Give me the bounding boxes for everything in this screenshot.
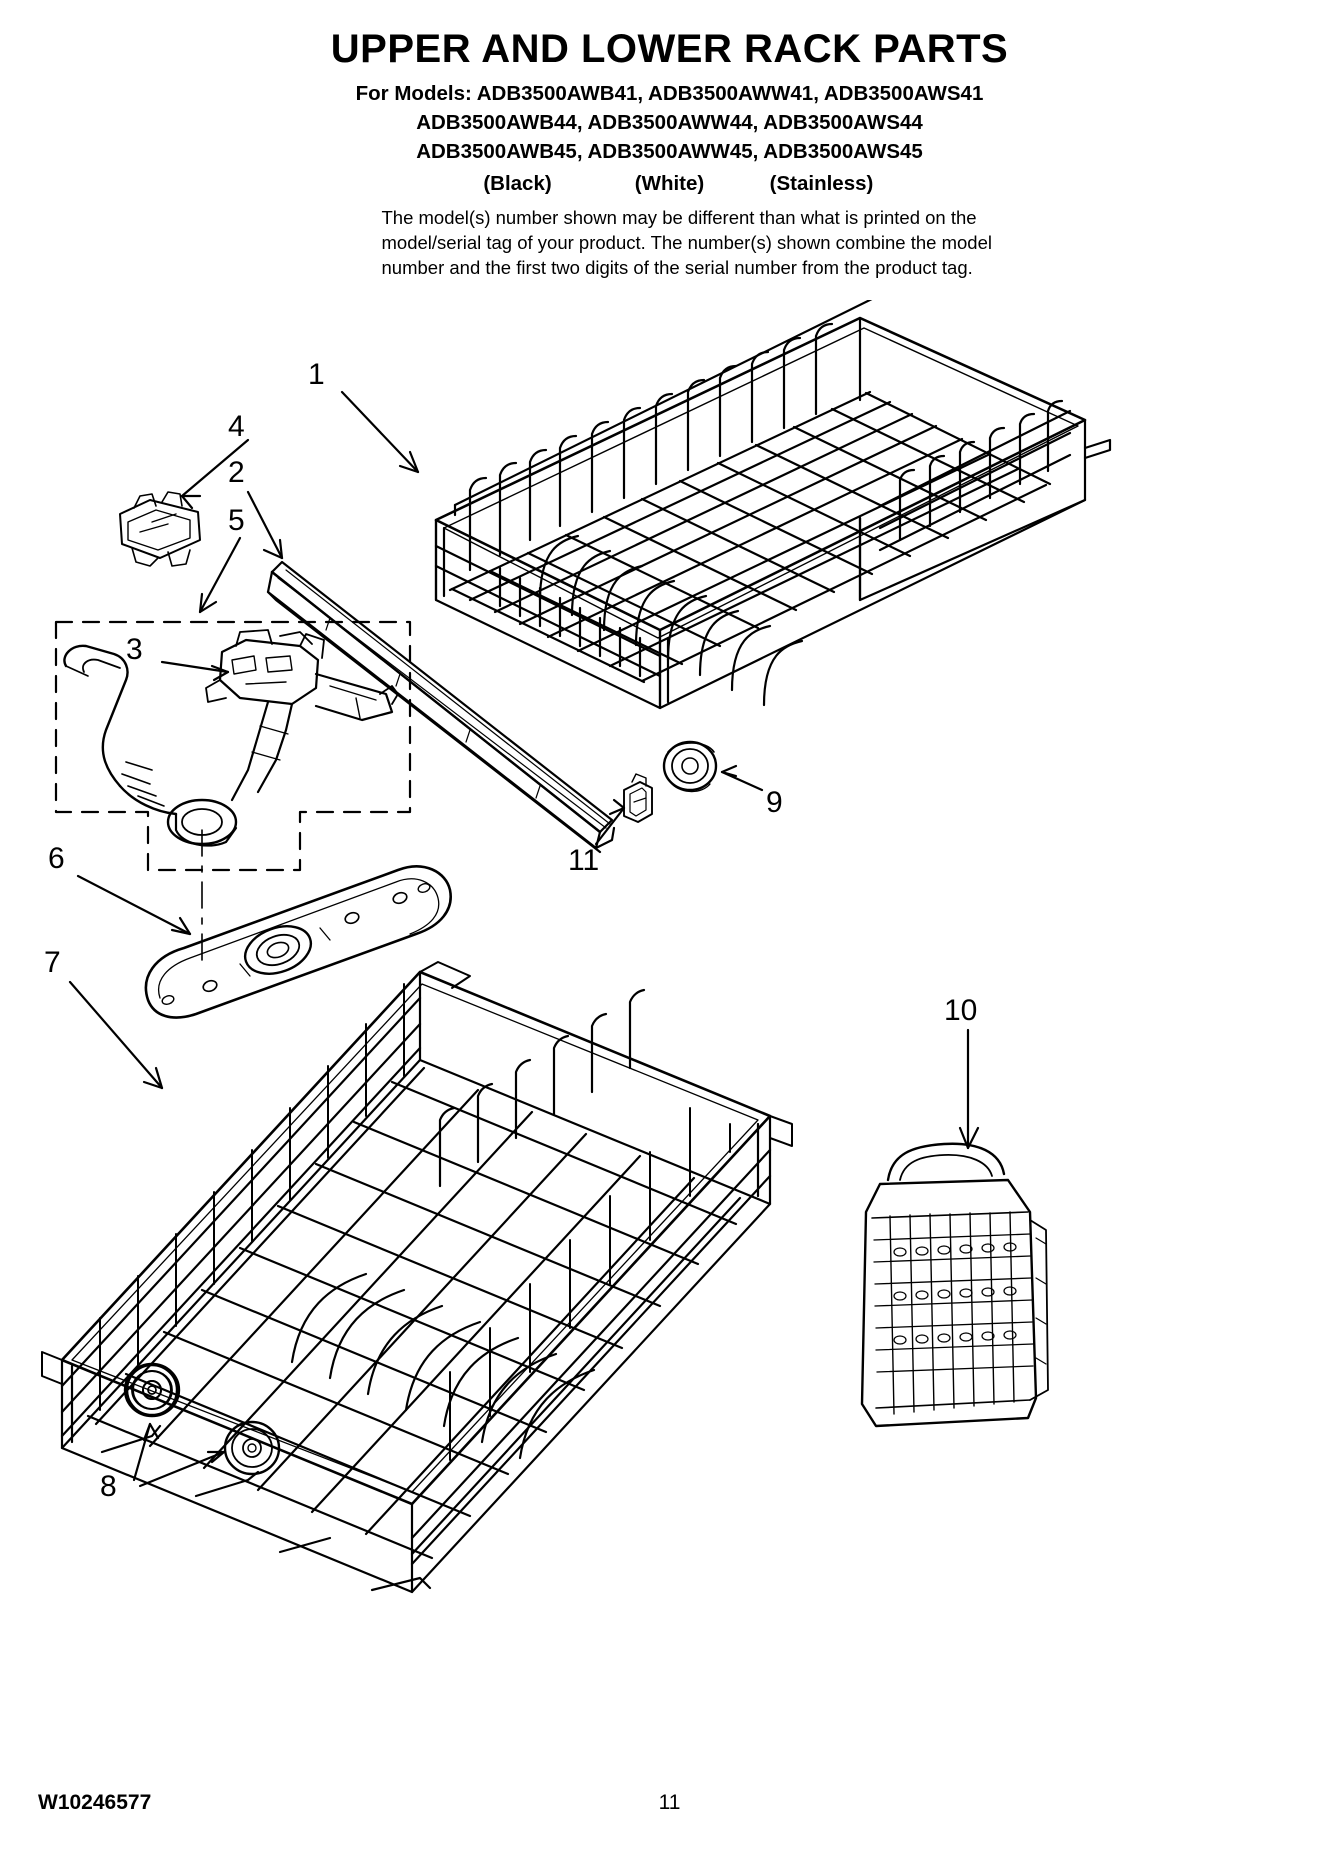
model-line-3: ADB3500AWB45, ADB3500AWW45, ADB3500AWS45 xyxy=(416,140,923,164)
finish-stainless: (Stainless) xyxy=(769,172,874,196)
callout-6: 6 xyxy=(48,842,65,875)
callout-7: 7 xyxy=(44,946,61,979)
document-header xyxy=(0,28,1339,281)
page-footer xyxy=(0,1791,1339,1821)
finish-white: (White) xyxy=(634,172,705,196)
document-code: W10246577 xyxy=(38,1791,152,1814)
part-silverware-basket xyxy=(862,1144,1048,1426)
callout-3: 3 xyxy=(126,633,143,666)
part-upper-dish-rack xyxy=(436,300,1110,708)
callout-10: 10 xyxy=(944,994,978,1027)
callout-9: 9 xyxy=(766,786,783,819)
callout-5: 5 xyxy=(228,504,245,537)
callout-8: 8 xyxy=(100,1470,117,1503)
finish-black: (Black) xyxy=(483,172,552,196)
part-spray-arm-feed-manifold xyxy=(64,630,398,846)
finish-legend xyxy=(0,172,1339,196)
exploded-parts-figure xyxy=(0,300,1339,1760)
page-number: 11 xyxy=(658,1791,681,1814)
model-line-1: For Models: ADB3500AWB41, ADB3500AWW41, ADB3500AWS41 xyxy=(355,82,984,105)
model-number-note: The model(s) number shown may be different than what is printed on the model/serial tag of your product. The number(s) shown combine the model number and the first two digits of the serial number from the product tag. xyxy=(381,207,992,279)
callout-1: 1 xyxy=(308,358,325,391)
model-list xyxy=(0,79,1339,166)
part-rack-stop-bumper xyxy=(664,742,716,792)
callout-11: 11 xyxy=(568,844,600,877)
part-rail-retainer-clip xyxy=(624,774,652,822)
model-line-2: ADB3500AWB44, ADB3500AWW44, ADB3500AWS44 xyxy=(416,111,923,135)
page-title: UPPER AND LOWER RACK PARTS xyxy=(330,27,1009,71)
callout-2: 2 xyxy=(228,456,245,489)
part-lower-dish-rack xyxy=(42,962,792,1592)
diagram-canvas xyxy=(0,300,1339,1760)
callout-4: 4 xyxy=(228,410,245,443)
